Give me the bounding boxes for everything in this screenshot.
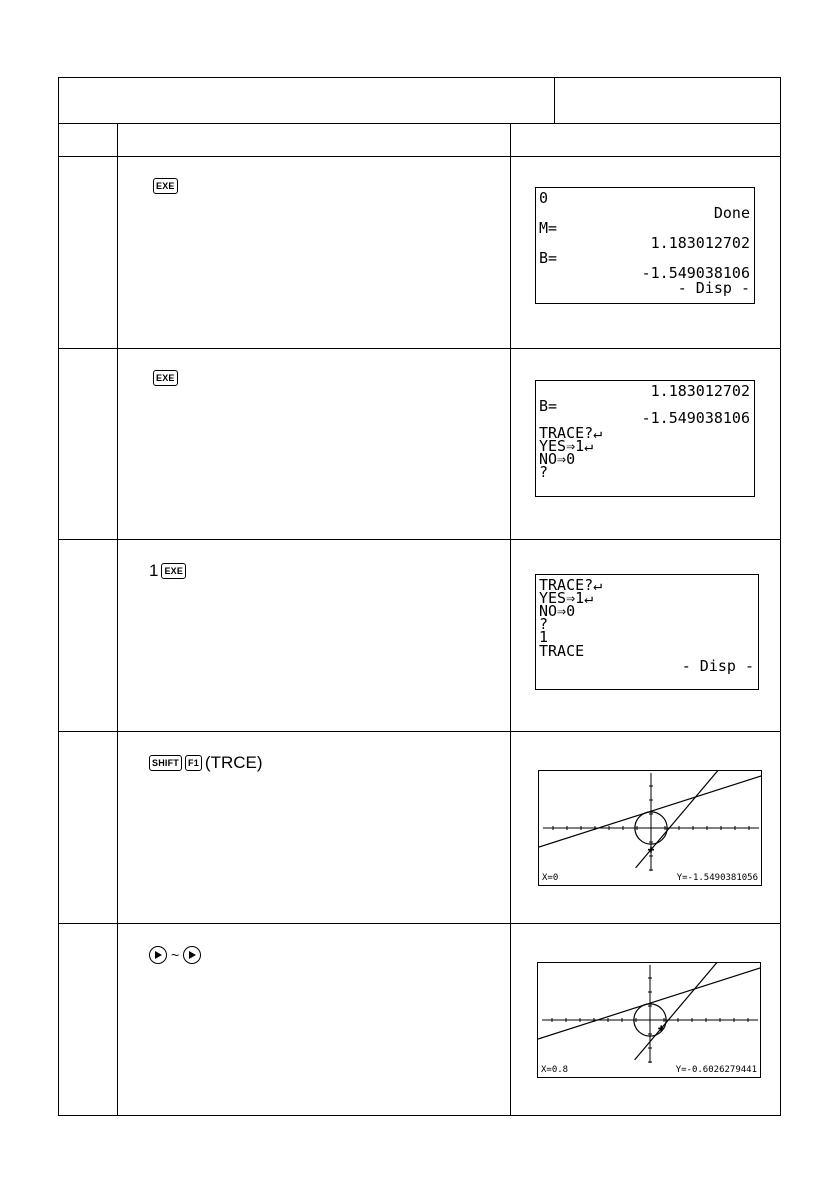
screen-line: ? <box>539 463 549 481</box>
procedure-table <box>58 124 781 1116</box>
header-title-box <box>58 77 555 124</box>
screen-line: TRACE?↵ <box>539 424 603 442</box>
key-sequence <box>149 562 186 579</box>
graph-plot <box>538 963 761 1078</box>
key-function-label: (TRCE) <box>204 753 263 772</box>
screen-line: - Disp - <box>681 657 754 675</box>
exe-key: EXE <box>161 563 186 579</box>
calculator-screen <box>535 380 755 497</box>
row-divider <box>59 731 780 732</box>
f1-key: F1 <box>185 755 202 771</box>
screen-line: Done <box>713 204 750 222</box>
screen-line: -1.549038106 <box>641 409 750 427</box>
column-divider-step <box>117 124 118 1115</box>
screen-line: 1.183012702 <box>650 382 750 400</box>
screen-line: 0 <box>539 189 549 207</box>
header-side-box <box>554 77 781 124</box>
header-row-divider <box>59 156 780 157</box>
graph-screen <box>538 770 762 886</box>
screen-line: YES⇒1↵ <box>539 437 594 455</box>
screen-line: ? <box>539 615 549 633</box>
key-sequence <box>149 754 263 771</box>
screen-line: NO⇒0 <box>539 602 576 620</box>
screen-line: B= <box>539 249 558 267</box>
row-divider <box>59 348 780 349</box>
screen-line: 1.183012702 <box>650 234 750 252</box>
key-sequence <box>153 370 178 386</box>
y-readout: Y=-0.6026279441 <box>675 1065 757 1075</box>
calculator-screen <box>535 187 755 304</box>
x-readout: X=0 <box>542 873 559 883</box>
row-divider <box>59 539 780 540</box>
key-sequence <box>153 178 178 194</box>
right-arrow-key <box>149 946 167 964</box>
screen-line: TRACE?↵ <box>539 576 603 594</box>
screen-line: TRACE <box>539 642 585 660</box>
right-arrow-icon <box>187 950 197 960</box>
screen-line: M= <box>539 219 558 237</box>
screen-line: - Disp - <box>677 279 750 297</box>
exe-key: EXE <box>153 370 178 386</box>
screen-line: NO⇒0 <box>539 450 576 468</box>
right-arrow-key <box>183 946 201 964</box>
row-divider <box>59 923 780 924</box>
screen-line: B= <box>539 397 558 415</box>
screen-line: 1 <box>539 628 549 646</box>
calculator-screen <box>535 574 759 690</box>
y-readout: Y=-1.5490381056 <box>676 873 758 883</box>
shift-key: SHIFT <box>149 755 182 771</box>
digit-one: 1 <box>149 561 159 580</box>
x-readout: X=0.8 <box>541 1065 569 1075</box>
screen-line: YES⇒1↵ <box>539 589 594 607</box>
right-arrow-icon <box>153 950 163 960</box>
exe-key: EXE <box>153 178 178 194</box>
graph-plot <box>539 771 762 886</box>
range-tilde: ~ <box>171 947 180 963</box>
column-divider-display <box>510 124 511 1115</box>
screen-line: -1.549038106 <box>641 264 750 282</box>
key-sequence <box>149 946 201 964</box>
graph-screen <box>537 962 761 1078</box>
